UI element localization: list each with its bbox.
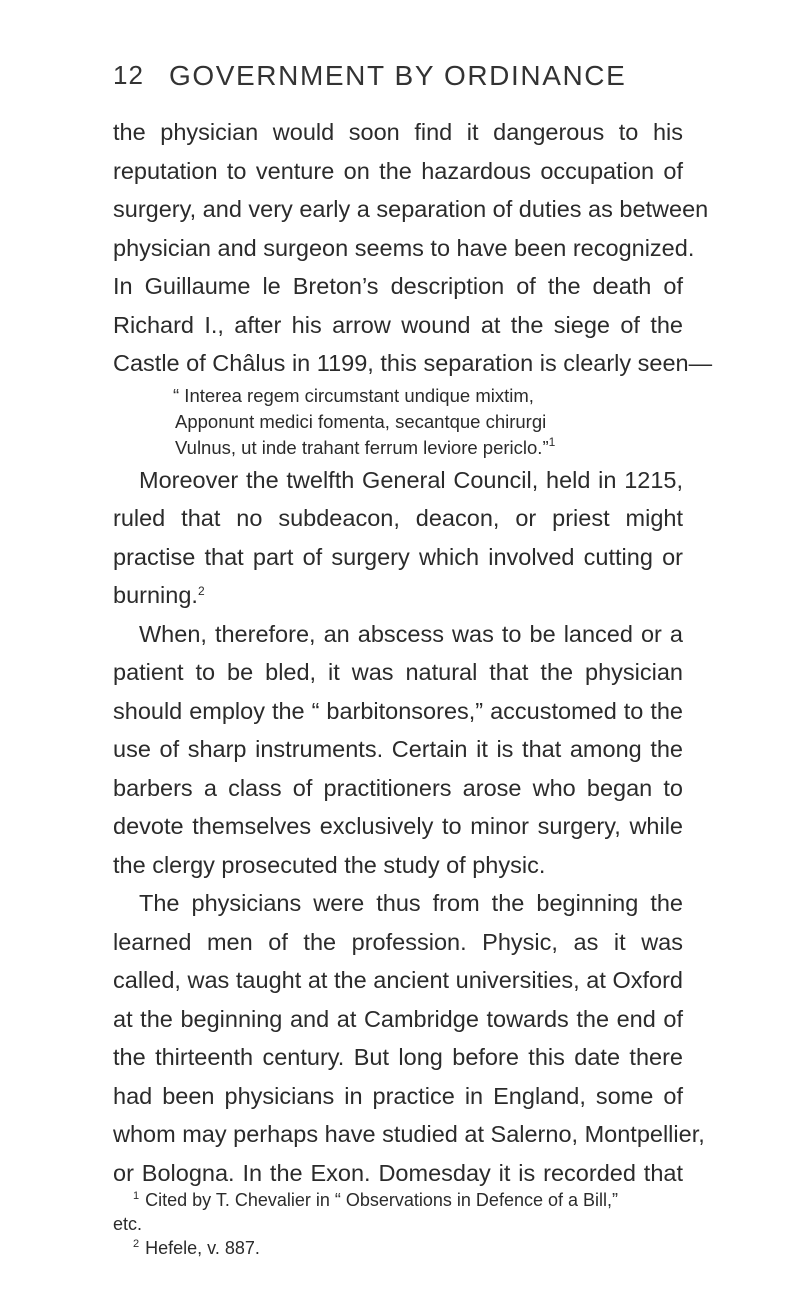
text-line: barbers a class of practitioners arose who began to [113,774,683,801]
footnote-2 [113,1236,683,1260]
running-head [113,60,683,100]
text-line: When, therefore, an abscess was to be lanced or a [139,620,683,647]
paragraph-2 [113,461,683,615]
paragraph-4 [113,884,705,1192]
footnote-mark: 1 [133,1190,140,1202]
footnote-ref-2: 2 [197,584,205,598]
text-line: patient to be bled, it was natural that the physician [113,659,683,685]
text-line: called, was taught at the ancient universities, at Oxford [113,967,683,993]
page-number: 12 [113,60,144,90]
text-line: ruled that no subdeacon, deacon, or priest might [113,505,683,531]
text-line: reputation to venture on the hazardous occupation of [113,157,683,184]
text-line: devote themselves exclusively to minor surgery, while [113,813,683,839]
text-line [113,576,683,615]
text-line: or Bologna. In the Exon. Domesday it is recorded that [113,1159,683,1186]
footnote-ref-1: 1 [548,434,556,449]
latin-quotation [113,383,683,461]
text-line: learned men of the profession. Physic, as it was [113,928,683,955]
quotation-line [173,435,683,461]
text-line: the physician would soon find it dangerous to his [113,119,683,145]
text-line: whom may perhaps have studied at Salerno, Montpellier, [113,1121,705,1147]
text-line: Castle of Châlus in 1199, this separation is clearly seen— [113,350,713,376]
text-line: use of sharp instruments. Certain it is that among the [113,736,683,762]
footnote-text: Hefele, v. 887. [145,1238,260,1258]
footnote-text: Cited by T. Chevalier in “ Observations in Defence of a Bill,” [145,1190,619,1210]
text-line: the clergy prosecuted the study of physic. [113,851,546,878]
paragraph-1 [113,113,713,383]
footnote-1-continuation: etc. [113,1214,143,1234]
footnote-1 [113,1188,683,1212]
footnote-mark: 2 [133,1238,140,1250]
text-line: at the beginning and at Cambridge towards the end of [113,1005,683,1032]
text-line: the thirteenth century. But long before this date there [113,1044,683,1070]
text-line: surgery, and very early a separation of duties as between [113,196,709,222]
footnotes [113,1188,683,1260]
text-line: Richard I., after his arrow wound at the siege of the [113,311,683,338]
text-line: practise that part of surgery which involved cutting or [113,543,683,570]
text-line: Moreover the twelfth General Council, held in 1215, [139,466,683,493]
text-line: physician and surgeon seems to have been recognized. [113,234,695,261]
text-line: In Guillaume le Breton’s description of the death of [113,273,683,299]
text-line-end: burning. [113,582,198,608]
running-title: GOVERNMENT BY ORDINANCE [169,60,627,91]
body-text [113,113,713,1192]
quotation-line: Apponunt medici fomenta, secantque chirurgi [175,410,547,432]
text-line: should employ the “ barbitonsores,” accustomed to the [113,697,683,724]
quotation-line-text: Vulnus, ut inde trahant ferrum leviore periclo.” [175,436,549,458]
text-line: had been physicians in practice in England, some of [113,1082,683,1109]
text-line: The physicians were thus from the beginning the [139,890,683,916]
paragraph-3 [113,615,683,885]
quotation-line: “ Interea regem circumstant undique mixtim, [173,384,534,406]
